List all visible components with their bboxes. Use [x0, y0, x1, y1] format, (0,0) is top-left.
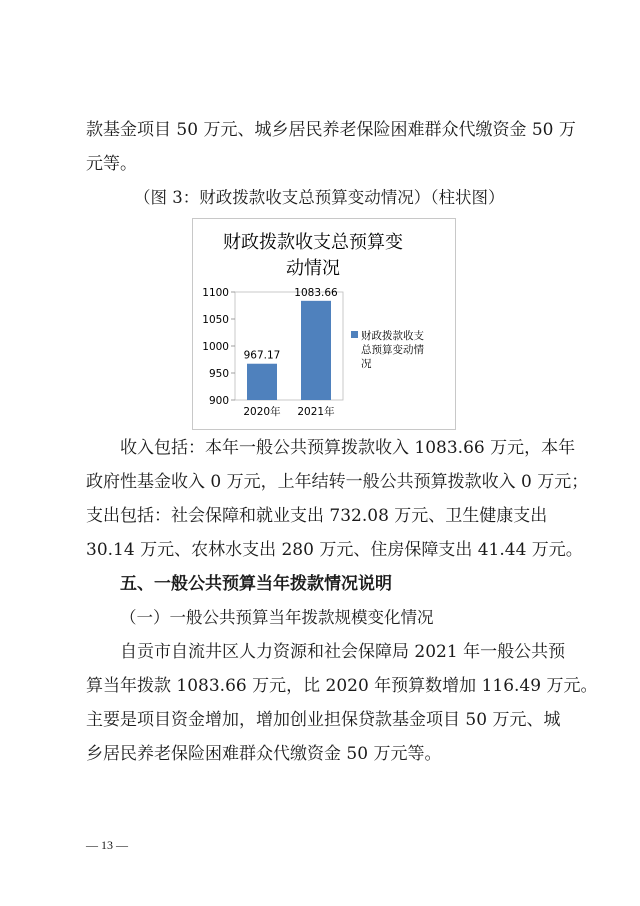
figure-caption: （图 3：财政拨款收支总预算变动情况）（柱状图）: [134, 188, 505, 207]
bar-2021年: [301, 301, 331, 400]
y-tick-label: 1000: [202, 341, 229, 353]
paragraph3-line4: 乡居民养老保险困难群众代缴资金 50 万元等。: [86, 744, 442, 764]
y-tick-label: 1100: [202, 287, 229, 299]
paragraph2-line2: 政府性基金收入 0 万元，上年结转一般公共预算拨款收入 0 万元；: [86, 472, 589, 492]
page-number: — 13 —: [86, 838, 128, 852]
x-tick-label: 2021年: [297, 406, 335, 418]
chart-title-line1: 财政拨款收支总预算变: [223, 232, 403, 253]
y-tick-label: 900: [208, 395, 229, 407]
x-tick-label: 2020年: [243, 406, 281, 418]
legend-label-line3: 况: [361, 358, 372, 370]
section-heading: 五、一般公共预算当年拨款情况说明: [120, 574, 392, 594]
legend-label-line1: 财政拨款收支: [361, 330, 424, 342]
paragraph3-line2: 算当年拨款 1083.66 万元，比 2020 年预算数增加 116.49 万元。: [86, 676, 598, 696]
y-tick-label: 1050: [202, 314, 229, 326]
y-tick-label: 950: [208, 368, 229, 380]
subsection-heading: （一）一般公共预算当年拨款规模变化情况: [120, 608, 434, 627]
legend-swatch: [351, 331, 358, 338]
bar-2020年: [247, 364, 277, 400]
bar-value-label: 967.17: [243, 349, 281, 362]
paragraph2-line3: 支出包括：社会保障和就业支出 732.08 万元、卫生健康支出: [86, 506, 548, 526]
bar-chart-svg: [193, 219, 455, 429]
paragraph3-line3: 主要是项目资金增加，增加创业担保贷款基金项目 50 万元、城: [86, 710, 561, 730]
paragraph2-line4: 30.14 万元、农林水支出 280 万元、住房保障支出 41.44 万元。: [86, 540, 583, 560]
paragraph2-line1: 收入包括：本年一般公共预算拨款收入 1083.66 万元，本年: [120, 438, 576, 458]
chart-title-line2: 动情况: [286, 258, 340, 279]
paragraph3-line1: 自贡市自流井区人力资源和社会保障局 2021 年一般公共预: [120, 642, 566, 662]
bar-value-label: 1083.66: [294, 286, 338, 299]
bar-chart: [192, 218, 456, 430]
paragraph1-line2: 元等。: [86, 154, 137, 174]
legend-label-line2: 总预算变动情: [361, 344, 424, 356]
paragraph1-line1: 款基金项目 50 万元、城乡居民养老保险困难群众代缴资金 50 万: [86, 120, 576, 140]
